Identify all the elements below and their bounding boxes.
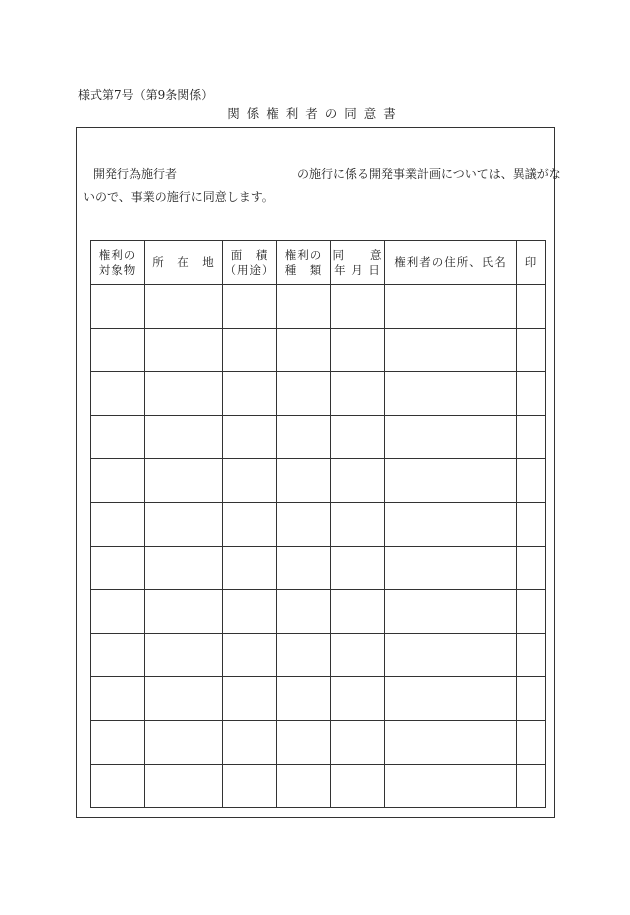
table-cell[interactable] [145, 633, 223, 677]
table-row [91, 633, 546, 677]
table-cell[interactable] [145, 328, 223, 372]
table-cell[interactable] [91, 633, 145, 677]
table-cell[interactable] [517, 415, 546, 459]
table-cell[interactable] [91, 415, 145, 459]
table-cell[interactable] [91, 590, 145, 634]
table-row [91, 764, 546, 808]
table-cell[interactable] [223, 764, 277, 808]
table-cell[interactable] [277, 502, 331, 546]
table-cell[interactable] [277, 372, 331, 416]
table-cell[interactable] [517, 459, 546, 503]
table-cell[interactable] [277, 415, 331, 459]
table-cell[interactable] [145, 372, 223, 416]
applicant-label: 開発行為施行者 [93, 167, 178, 181]
table-cell[interactable] [331, 590, 385, 634]
document-title: 関係権利者の同意書 [227, 106, 403, 121]
table-cell[interactable] [517, 590, 546, 634]
table-cell[interactable] [91, 372, 145, 416]
table-row [91, 546, 546, 590]
table-row [91, 720, 546, 764]
table-cell[interactable] [145, 764, 223, 808]
table-row [91, 590, 546, 634]
table-cell[interactable] [91, 546, 145, 590]
table-cell[interactable] [91, 328, 145, 372]
table-cell[interactable] [331, 720, 385, 764]
table-cell[interactable] [385, 720, 517, 764]
table-cell[interactable] [331, 415, 385, 459]
table-cell[interactable] [223, 415, 277, 459]
table-cell[interactable] [331, 764, 385, 808]
table-cell[interactable] [331, 285, 385, 329]
table-cell[interactable] [517, 328, 546, 372]
table-cell[interactable] [517, 546, 546, 590]
col-consent-date: 同 意 年 月 日 [331, 241, 385, 285]
table-cell[interactable] [331, 633, 385, 677]
table-row [91, 328, 546, 372]
table-row [91, 677, 546, 721]
table-cell[interactable] [385, 677, 517, 721]
table-cell[interactable] [517, 633, 546, 677]
table-cell[interactable] [223, 633, 277, 677]
col-holder-address-name: 権利者の住所、氏名 [385, 241, 517, 285]
col-location: 所 在 地 [145, 241, 223, 285]
table-cell[interactable] [145, 285, 223, 329]
table-cell[interactable] [223, 328, 277, 372]
table-cell[interactable] [331, 459, 385, 503]
table-cell[interactable] [385, 285, 517, 329]
table-cell[interactable] [385, 502, 517, 546]
table-cell[interactable] [223, 459, 277, 503]
table-cell[interactable] [91, 764, 145, 808]
table-header-row [91, 241, 546, 285]
table-cell[interactable] [385, 590, 517, 634]
table-cell[interactable] [223, 677, 277, 721]
table-cell[interactable] [331, 546, 385, 590]
table-cell[interactable] [517, 502, 546, 546]
table-cell[interactable] [385, 633, 517, 677]
table-cell[interactable] [517, 677, 546, 721]
table-cell[interactable] [277, 285, 331, 329]
table-cell[interactable] [331, 502, 385, 546]
table-cell[interactable] [277, 328, 331, 372]
col-rights-type: 権利の 種 類 [277, 241, 331, 285]
table-cell[interactable] [517, 285, 546, 329]
table-cell[interactable] [145, 459, 223, 503]
table-cell[interactable] [277, 633, 331, 677]
table-cell[interactable] [517, 720, 546, 764]
table-cell[interactable] [385, 459, 517, 503]
table-cell[interactable] [91, 459, 145, 503]
table-cell[interactable] [385, 546, 517, 590]
table-cell[interactable] [331, 328, 385, 372]
table-body [91, 285, 546, 808]
col-seal: 印 [517, 241, 546, 285]
table-row [91, 285, 546, 329]
table-cell[interactable] [517, 372, 546, 416]
table-row [91, 415, 546, 459]
table-cell[interactable] [91, 677, 145, 721]
table-row [91, 459, 546, 503]
table-cell[interactable] [145, 590, 223, 634]
table-cell[interactable] [517, 764, 546, 808]
table-cell[interactable] [145, 546, 223, 590]
table-cell[interactable] [277, 546, 331, 590]
col-area-use: 面 積 （用途） [223, 241, 277, 285]
consent-table [90, 240, 546, 808]
table-cell[interactable] [145, 415, 223, 459]
table-cell[interactable] [145, 720, 223, 764]
table-cell[interactable] [223, 502, 277, 546]
form-frame [76, 127, 561, 818]
table-cell[interactable] [145, 502, 223, 546]
col-rights-object: 権利の 対象物 [91, 241, 145, 285]
table-cell[interactable] [277, 764, 331, 808]
table-cell[interactable] [277, 677, 331, 721]
table-cell[interactable] [145, 677, 223, 721]
table-row [91, 372, 546, 416]
table-cell[interactable] [277, 590, 331, 634]
statement-line-1 [93, 165, 561, 183]
table-cell[interactable] [223, 590, 277, 634]
table-cell[interactable] [385, 328, 517, 372]
table-cell[interactable] [385, 372, 517, 416]
table-cell[interactable] [223, 372, 277, 416]
table-cell[interactable] [277, 720, 331, 764]
table-cell[interactable] [385, 764, 517, 808]
table-row [91, 502, 546, 546]
table-cell[interactable] [277, 459, 331, 503]
table-cell[interactable] [223, 546, 277, 590]
table-cell[interactable] [91, 720, 145, 764]
table-cell[interactable] [385, 415, 517, 459]
statement-line-2: いので、事業の施行に同意します。 [83, 190, 274, 204]
table-cell[interactable] [91, 285, 145, 329]
table-cell[interactable] [223, 720, 277, 764]
table-cell[interactable] [331, 372, 385, 416]
table-cell[interactable] [331, 677, 385, 721]
table-cell[interactable] [91, 502, 145, 546]
statement-continuation: の施行に係る開発事業計画については、異議がな [297, 167, 561, 181]
form-number: 様式第7号（第9条関係） [78, 88, 214, 102]
table-cell[interactable] [223, 285, 277, 329]
